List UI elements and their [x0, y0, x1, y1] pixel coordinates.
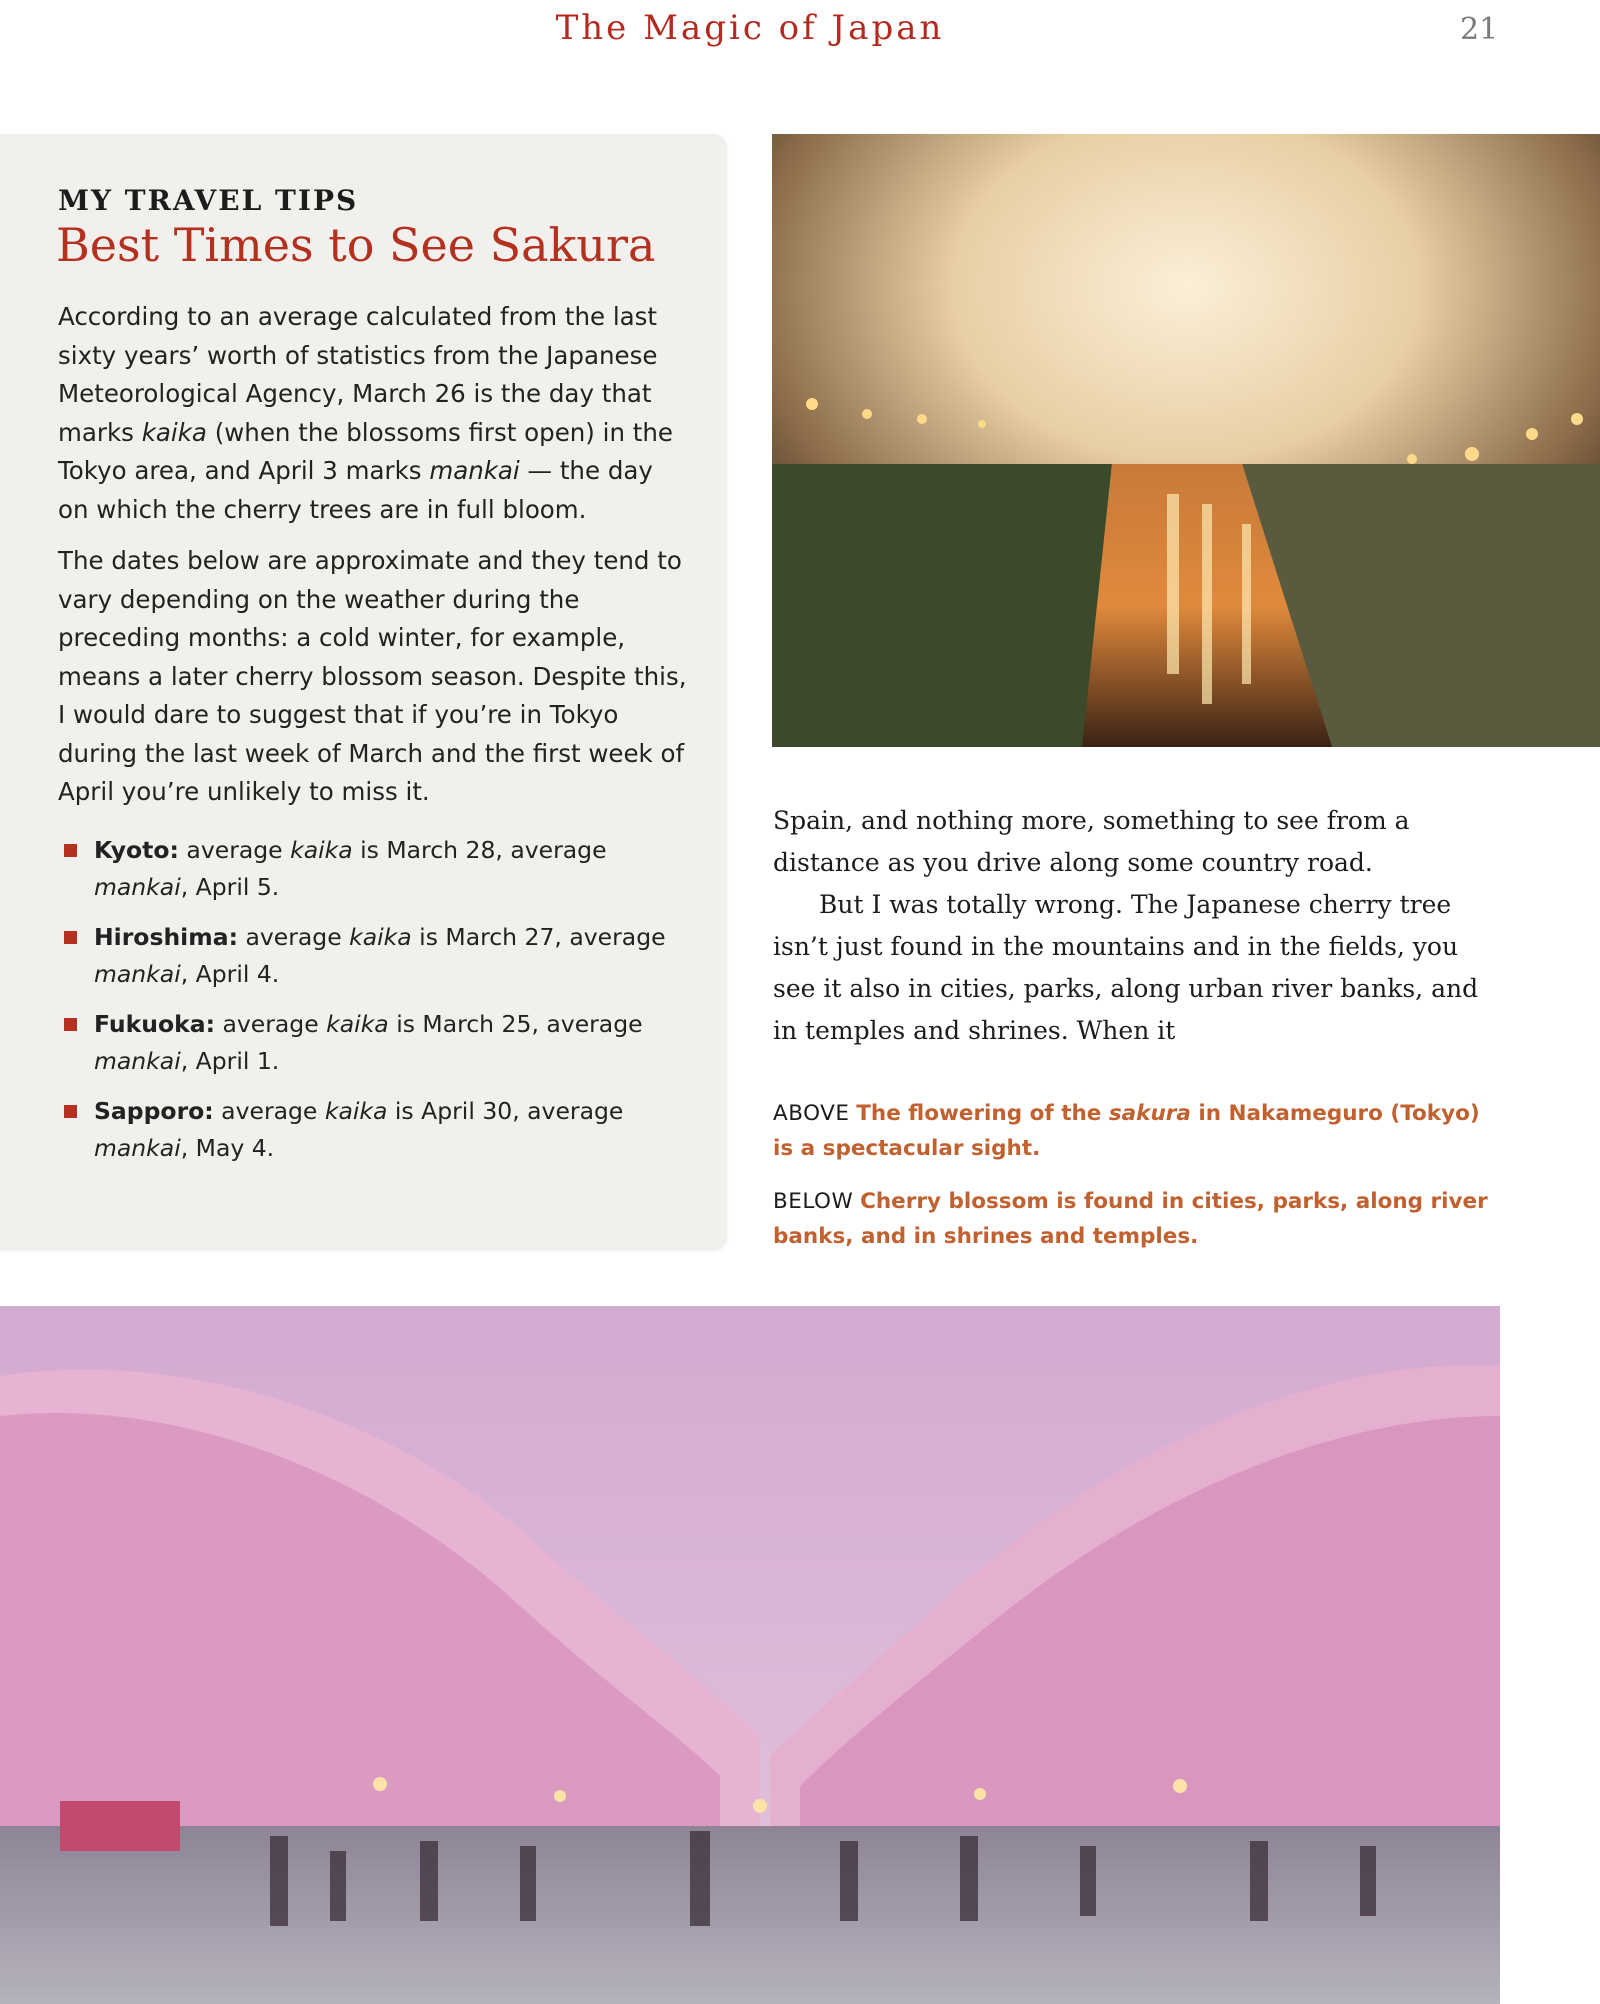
text-run: is March 28, average: [352, 836, 607, 864]
cherry-blossom-park-photo: [0, 1306, 1500, 2004]
tips-paragraph-2: The dates below are approximate and they tend to vary depending on the weather during the preceding months: a cold winter, for example, means a later cherry blossom season. Despite this, I would dare to suggest that if you’re in Tokyo during the last week of March and the first week of April you’re unlikely to miss it.: [58, 546, 687, 806]
italic-term: kaika: [290, 836, 353, 864]
tips-paragraph-1: [58, 298, 688, 529]
photo-captions: [773, 1096, 1493, 1272]
text-run: is March 27, average: [411, 923, 666, 951]
caption-below: [773, 1184, 1493, 1254]
park-illustration: [0, 1306, 1500, 2004]
bloom-dates-list: [58, 832, 708, 1180]
caption-text: Cherry blossom is found in cities, parks, along river banks, and in shrines and temples.: [773, 1189, 1488, 1249]
italic-term: kaika: [141, 417, 207, 447]
list-item: [58, 832, 708, 906]
nakameguro-canal-photo: [772, 134, 1600, 747]
text-run: average: [237, 923, 350, 951]
caption-above: [773, 1096, 1493, 1166]
travel-tips-sidebar: [0, 134, 727, 1250]
text-run: is March 25, average: [388, 1010, 643, 1038]
city-name: Sapporo:: [94, 1097, 214, 1125]
italic-term: mankai: [94, 1134, 181, 1162]
text-run: (when the blossoms first open) in the Tokyo area, and April 3 marks: [58, 417, 673, 485]
list-item: [58, 919, 708, 993]
page-number: 21: [1460, 12, 1499, 47]
caption-tag: ABOVE: [773, 1101, 850, 1126]
city-name: Fukuoka:: [94, 1010, 215, 1038]
caption-text: [773, 1101, 1480, 1161]
list-item: [58, 1006, 708, 1080]
tips-kicker: MY TRAVEL TIPS: [58, 184, 359, 217]
italic-term: kaika: [349, 923, 412, 951]
square-bullet-icon: [64, 844, 77, 857]
text-run: average: [178, 836, 291, 864]
text-run: is April 30, average: [387, 1097, 624, 1125]
italic-term: mankai: [94, 873, 181, 901]
caption-tag: BELOW: [773, 1189, 854, 1214]
text-run: , April 4.: [180, 960, 280, 988]
text-run: , April 1.: [180, 1047, 280, 1075]
text-run: , April 5.: [180, 873, 280, 901]
italic-term: sakura: [1108, 1101, 1191, 1126]
italic-term: kaika: [326, 1010, 389, 1038]
text-run: average: [213, 1097, 325, 1125]
article-paragraph: Spain, and nothing more, something to see from a distance as you drive along some country road.: [773, 806, 1410, 877]
city-name: Kyoto:: [94, 836, 179, 864]
italic-term: kaika: [324, 1097, 388, 1125]
main-article-text: [773, 800, 1493, 1052]
italic-term: mankai: [429, 456, 520, 485]
text-run: average: [215, 1010, 327, 1038]
square-bullet-icon: [64, 1018, 77, 1031]
running-title: The Magic of Japan: [555, 8, 945, 48]
article-paragraph: But I was totally wrong. The Japanese cherry tree isn’t just found in the mountains and in the fields, you see it also in cities, parks, along urban river banks, and in temples and shrines. When it: [773, 890, 1479, 1045]
list-item: [58, 1093, 708, 1167]
city-name: Hiroshima:: [94, 923, 238, 951]
text-run: According to an average calculated from the last sixty years’ worth of statistics from the Japanese Meteorological Agency, March 26 is the day that marks: [58, 302, 658, 447]
square-bullet-icon: [64, 931, 77, 944]
tips-title: Best Times to See Sakura: [56, 218, 656, 272]
text-run: The flowering of the: [856, 1101, 1109, 1126]
square-bullet-icon: [64, 1105, 77, 1118]
tips-body: [58, 298, 688, 825]
italic-term: mankai: [94, 960, 181, 988]
text-run: — the day on which the cherry trees are in full bloom.: [58, 456, 653, 524]
text-run: , May 4.: [180, 1134, 275, 1162]
text-run: in Nakameguro (Tokyo) is a spectacular sight.: [773, 1101, 1480, 1161]
canal-illustration: [772, 134, 1600, 747]
italic-term: mankai: [94, 1047, 181, 1075]
